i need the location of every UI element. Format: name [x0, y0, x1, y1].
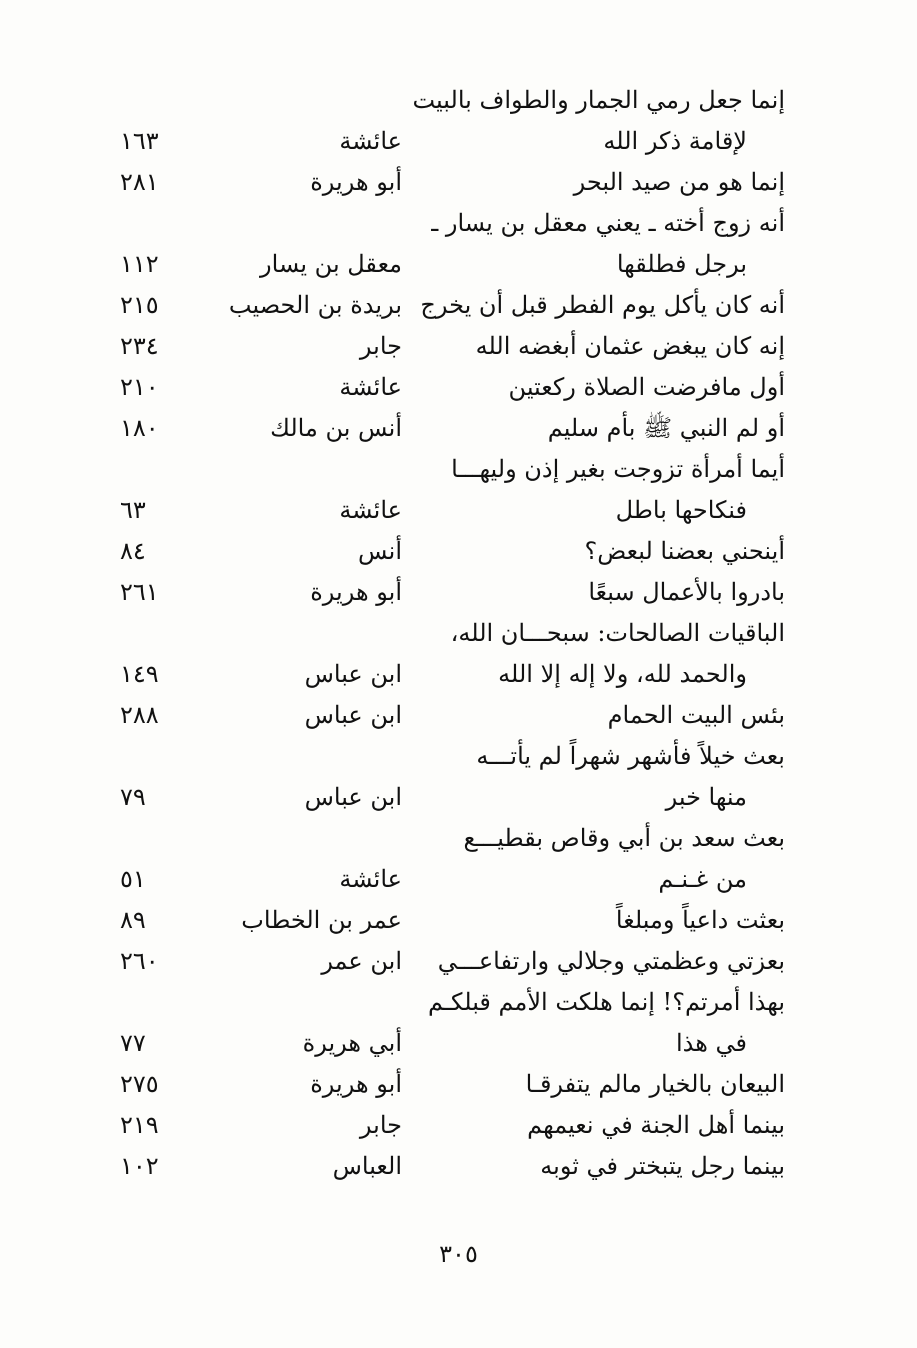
page-reference: ١١٢	[120, 250, 159, 278]
page-reference: ٢٨١	[120, 168, 159, 196]
narrator-name: عمر بن الخطاب	[241, 906, 402, 934]
hadith-text: البيعان بالخيار مالم يتفرقـا	[525, 1070, 785, 1098]
narrator-name: عائشة	[339, 865, 402, 893]
index-row	[0, 900, 917, 941]
page-reference: ٢١٩	[120, 1111, 159, 1139]
hadith-text: إنما جعل رمي الجمار والطواف بالبيت	[412, 86, 785, 114]
page-reference: ٢٦١	[120, 578, 159, 606]
index-row	[0, 1023, 917, 1064]
page-reference: ٢٣٤	[120, 332, 159, 360]
hadith-text: بينما رجل يتبختر في ثوبه	[540, 1152, 785, 1180]
index-row	[0, 1146, 917, 1187]
narrator-name: عائشة	[339, 496, 402, 524]
page-reference: ٦٣	[120, 496, 146, 524]
index-row	[0, 818, 917, 859]
narrator-name: معقل بن يسار	[260, 250, 402, 278]
narrator-name: عائشة	[339, 127, 402, 155]
page-reference: ١٦٣	[120, 127, 159, 155]
hadith-text: بادروا بالأعمال سبعًا	[588, 578, 785, 606]
page-reference: ٢١٠	[120, 373, 159, 401]
index-row	[0, 121, 917, 162]
narrator-name: جابر	[359, 1111, 402, 1139]
index-row	[0, 203, 917, 244]
hadith-text: أو لم النبي ﷺ بأم سليم	[547, 414, 785, 442]
hadith-text: بهذا أمرتم؟! إنما هلكت الأمم قبلكـم	[427, 988, 785, 1016]
hadith-text: منها خبر	[665, 783, 747, 811]
page-reference: ١٨٠	[120, 414, 159, 442]
index-row	[0, 572, 917, 613]
page-reference: ٨٩	[120, 906, 146, 934]
index-row	[0, 941, 917, 982]
page-reference: ٢١٥	[120, 291, 159, 319]
index-row	[0, 613, 917, 654]
narrator-name: أبي هريرة	[302, 1029, 402, 1057]
hadith-text: أينحني بعضنا لبعض؟	[584, 537, 785, 565]
page-reference: ٢٨٨	[120, 701, 159, 729]
index-row	[0, 162, 917, 203]
narrator-name: ابن عباس	[304, 783, 402, 811]
narrator-name: أبو هريرة	[310, 168, 402, 196]
hadith-text: في هذا	[675, 1029, 747, 1057]
index-row	[0, 1064, 917, 1105]
narrator-name: جابر	[359, 332, 402, 360]
hadith-text: إنه كان يبغض عثمان أبغضه الله	[475, 332, 785, 360]
index-row	[0, 859, 917, 900]
hadith-text: والحمد لله، ولا إله إلا الله	[498, 660, 747, 688]
index-row	[0, 367, 917, 408]
hadith-text: أول مافرضت الصلاة ركعتين	[508, 373, 785, 401]
narrator-name: أنس بن مالك	[270, 414, 402, 442]
page-reference: ٧٧	[120, 1029, 146, 1057]
index-row	[0, 326, 917, 367]
narrator-name: ابن عباس	[304, 701, 402, 729]
hadith-text: بينما أهل الجنة في نعيمهم	[527, 1111, 785, 1139]
hadith-index-table	[0, 80, 917, 1187]
page-reference: ٧٩	[120, 783, 146, 811]
hadith-text: بعث خيلاً فأشهر شهراً لم يأتـــه	[476, 742, 785, 770]
page-reference: ١٤٩	[120, 660, 159, 688]
index-row	[0, 285, 917, 326]
page-reference: ٢٦٠	[120, 947, 159, 975]
hadith-text: إنما هو من صيد البحر	[573, 168, 785, 196]
hadith-text: من غـنـم	[658, 865, 747, 893]
page-reference: ٨٤	[120, 537, 146, 565]
narrator-name: أبو هريرة	[310, 578, 402, 606]
hadith-text: بعزتي وعظمتي وجلالي وارتفاعـــي	[437, 947, 785, 975]
hadith-text: أنه زوج أخته ـ يعني معقل بن يسار ـ	[431, 209, 785, 237]
narrator-name: العباس	[332, 1152, 402, 1180]
index-row	[0, 449, 917, 490]
hadith-text: بئس البيت الحمام	[607, 701, 785, 729]
page-reference: ٥١	[120, 865, 146, 893]
index-row	[0, 982, 917, 1023]
hadith-text: الباقيات الصالحات: سبحـــان الله،	[450, 619, 785, 647]
narrator-name: أبو هريرة	[310, 1070, 402, 1098]
narrator-name: أنس	[358, 537, 402, 565]
index-row	[0, 244, 917, 285]
page-reference: ٢٧٥	[120, 1070, 159, 1098]
hadith-text: بعث سعد بن أبي وقاص بقطيـــع	[463, 824, 785, 852]
hadith-text: أنه كان يأكل يوم الفطر قبل أن يخرج	[420, 291, 785, 319]
page-number: ٣٠٥	[439, 1240, 478, 1268]
narrator-name: بريدة بن الحصيب	[228, 291, 402, 319]
narrator-name: ابن عمر	[321, 947, 402, 975]
index-row	[0, 736, 917, 777]
hadith-text: برجل فطلقها	[616, 250, 747, 278]
index-row	[0, 408, 917, 449]
index-row	[0, 777, 917, 818]
index-row	[0, 531, 917, 572]
hadith-text: فنكاحها باطل	[615, 496, 747, 524]
narrator-name: ابن عباس	[304, 660, 402, 688]
index-row	[0, 695, 917, 736]
index-row	[0, 654, 917, 695]
page-reference: ١٠٢	[120, 1152, 159, 1180]
narrator-name: عائشة	[339, 373, 402, 401]
index-row	[0, 80, 917, 121]
index-row	[0, 490, 917, 531]
index-row	[0, 1105, 917, 1146]
hadith-text: بعثت داعياً ومبلغاً	[615, 906, 785, 934]
hadith-text: لإقامة ذكر الله	[603, 127, 747, 155]
hadith-text: أيما أمرأة تزوجت بغير إذن وليهـــا	[451, 455, 785, 483]
